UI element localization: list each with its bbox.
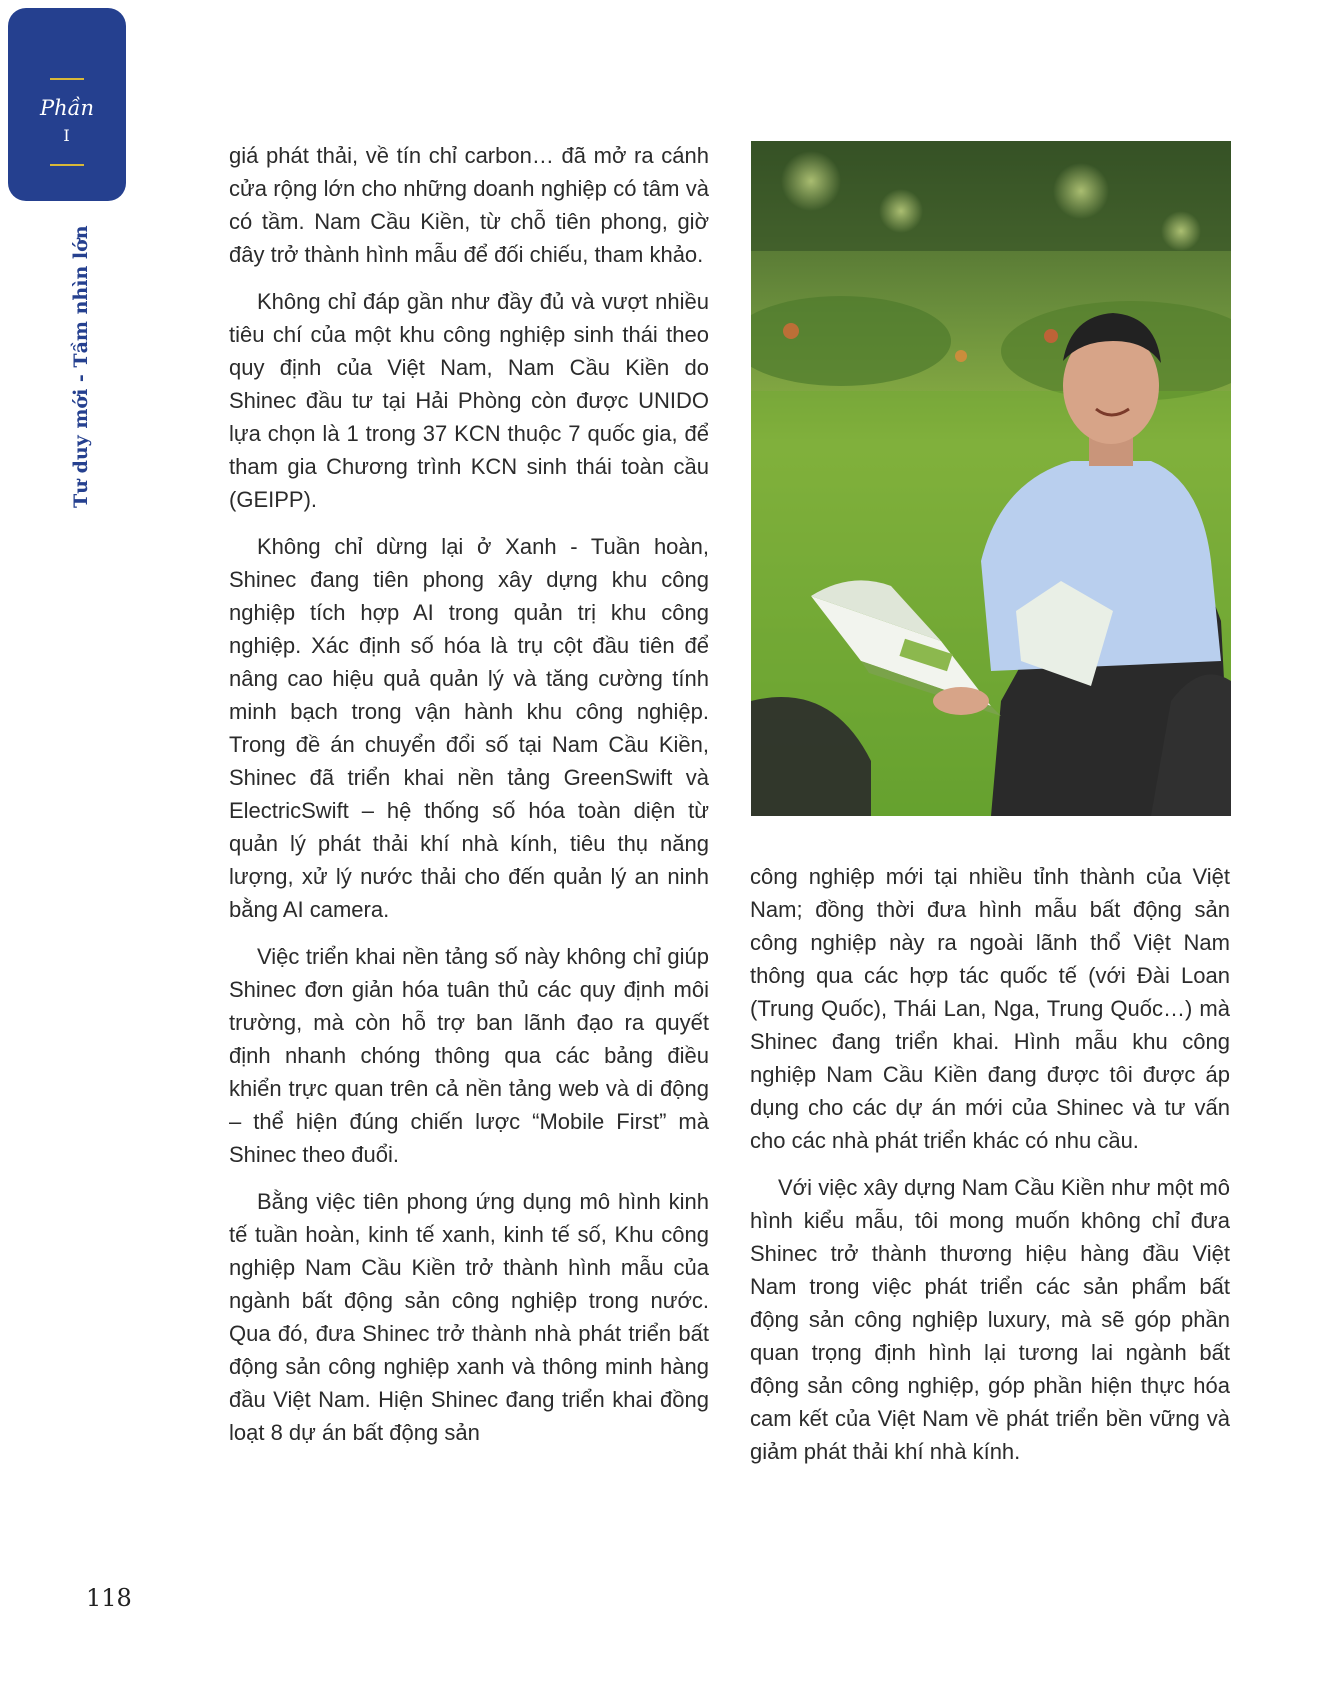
paragraph: Với việc xây dựng Nam Cầu Kiền như một mô hình kiểu mẫu, tôi mong muốn không chỉ đưa Shinec trở thành thương hiệu hàng đầu Việt Nam trong việc phát triển các sản phẩm bất động sản công nghiệp luxury, mà sẽ góp phần quan trọng định hình lại tương lai ngành bất động sản công nghiệp, góp phần hiện thực hóa cam kết của Việt Nam về phát triển bền vững và giảm phát thải khí nhà kính.: [750, 1175, 1230, 1464]
right-text-column: [750, 860, 1230, 1482]
page-number: 118: [86, 1584, 132, 1612]
section-number: I: [63, 126, 71, 145]
chapter-title: Tư duy mới - Tầm nhìn lớn: [70, 225, 92, 508]
section-label: Phần: [39, 96, 95, 120]
paragraph: Việc triển khai nền tảng số này không chỉ giúp Shinec đơn giản hóa tuân thủ các quy định môi trường, mà còn hỗ trợ ban lãnh đạo ra quyết định nhanh chóng thông qua các bảng điều khiển trực quan trên cả nền tảng web và di động – thể hiện đúng chiến lược “Mobile First” mà Shinec theo đuổi.: [229, 944, 709, 1167]
tab-divider-bottom: [50, 164, 84, 166]
portrait-photo: [751, 141, 1231, 816]
photo-illustration: [751, 141, 1231, 816]
paragraph: Không chỉ dừng lại ở Xanh - Tuần hoàn, Shinec đang tiên phong xây dựng khu công nghiệp tích hợp AI trong quản trị khu công nghiệp. Xác định số hóa là trụ cột đầu tiên để nâng cao hiệu quả quản lý và tăng cường tính minh bạch trong vận hành khu công nghiệp. Trong đề án chuyển đổi số tại Nam Cầu Kiền, Shinec đã triển khai nền tảng GreenSwift và ElectricSwift – hệ thống số hóa toàn diện từ quản lý phát thải khí nhà kính, tiêu thụ năng lượng, xử lý nước thải cho đến quản lý an ninh bằng AI camera.: [229, 534, 709, 922]
tab-divider-top: [50, 78, 84, 80]
paragraph: Bằng việc tiên phong ứng dụng mô hình kinh tế tuần hoàn, kinh tế xanh, kinh tế số, Khu công nghiệp Nam Cầu Kiền trở thành hình mẫu của ngành bất động sản công nghiệp trong nước. Qua đó, đưa Shinec trở thành nhà phát triển bất động sản công nghiệp xanh và thông minh hàng đầu Việt Nam. Hiện Shinec đang triển khai đồng loạt 8 dự án bất động sản: [229, 1189, 709, 1445]
paragraph: giá phát thải, về tín chỉ carbon… đã mở ra cánh cửa rộng lớn cho những doanh nghiệp có tâm và có tầm. Nam Cầu Kiền, từ chỗ tiên phong, giờ đây trở thành hình mẫu để đối chiếu, tham khảo.: [229, 143, 709, 267]
paragraph: Không chỉ đáp gần như đầy đủ và vượt nhiều tiêu chí của một khu công nghiệp sinh thái theo quy định của Việt Nam, Nam Cầu Kiền do Shinec đầu tư tại Hải Phòng còn được UNIDO lựa chọn là 1 trong 37 KCN thuộc 7 quốc gia, để tham gia Chương trình KCN sinh thái toàn cầu (GEIPP).: [229, 289, 709, 512]
left-text-column: [229, 139, 709, 1463]
paragraph: công nghiệp mới tại nhiều tỉnh thành của Việt Nam; đồng thời đưa hình mẫu bất động sản công nghiệp này ra ngoài lãnh thổ Việt Nam thông qua các hợp tác quốc tế (với Đài Loan (Trung Quốc), Thái Lan, Nga, Trung Quốc…) mà Shinec đang triển khai. Hình mẫu khu công nghiệp Nam Cầu Kiền đang được tôi được áp dụng cho các dự án mới của Shinec và tư vấn cho các nhà phát triển khác có nhu cầu.: [750, 864, 1230, 1153]
section-tab: [8, 8, 126, 201]
